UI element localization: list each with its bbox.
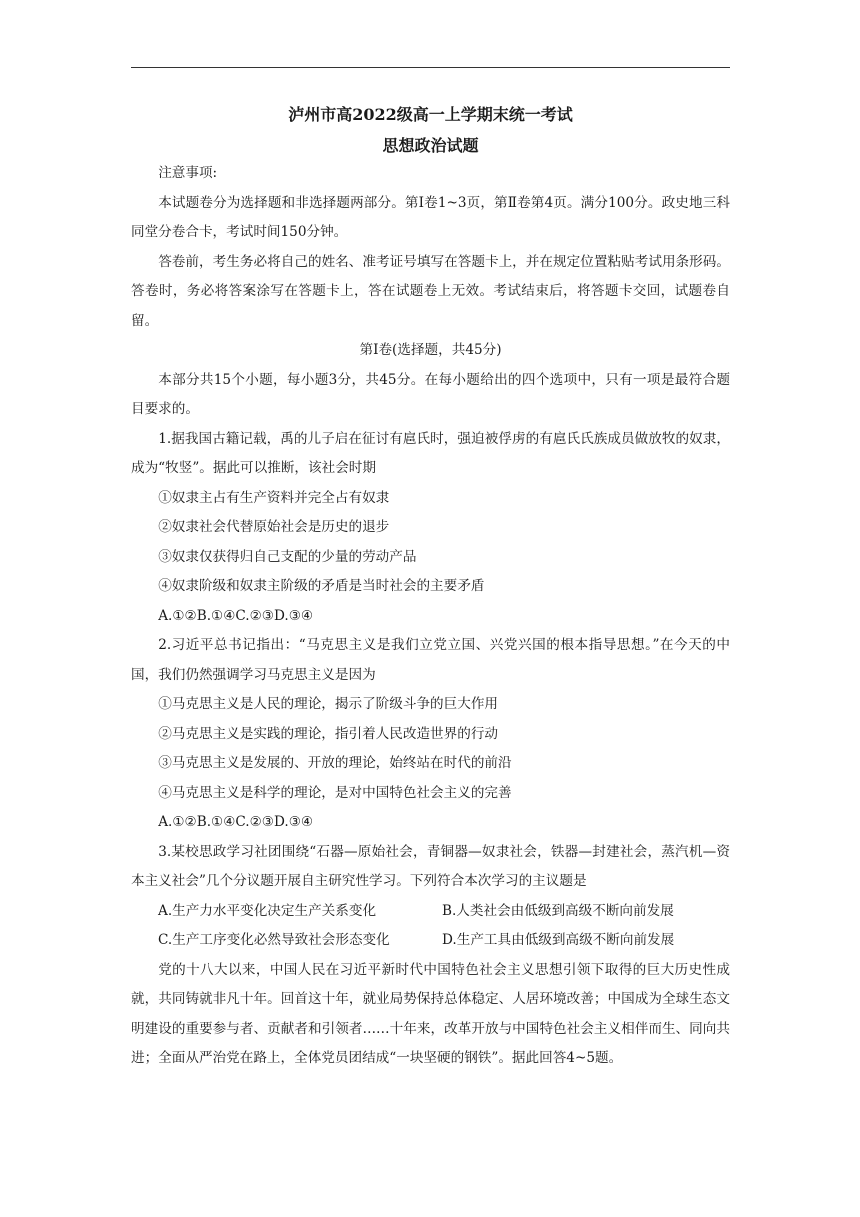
q1-stem: 1.据我国古籍记载，禹的儿子启在征讨有扈氏时，强迫被俘虏的有扈氏氏族成员做放牧的奴隶，成为“牧竖”。据此可以推断，该社会时期	[131, 430, 730, 476]
q1-item-3: ③奴隶仅获得归自己支配的少量的劳动产品	[158, 548, 417, 565]
q1-item-2: ②奴隶社会代替原始社会是历史的退步	[158, 519, 390, 535]
header-rule	[131, 67, 730, 68]
notice-heading: 注意事项:	[158, 165, 218, 181]
q3-option-a: A.生产力水平变化决定生产关系变化	[158, 902, 377, 919]
q2-item-4: ④马克思主义是科学的理论，是对中国特色社会主义的完善	[158, 784, 512, 801]
q1-options: A.①②B.①④C.②③D.③④	[158, 607, 314, 624]
q2-options: A.①②B.①④C.②③D.③④	[158, 814, 314, 830]
q3-stem: 3.某校思政学习社团围绕“石器—原始社会，青铜器—奴隶社会，铁器—封建社会，蒸汽机—资本主义社会”几个分议题开展自主研究性学习。下列符合本次学习的主议题是	[131, 843, 730, 889]
q2-item-2: ②马克思主义是实践的理论，指引着人民改造世界的行动	[158, 725, 499, 742]
notice-paragraph-2: 答卷前，考生务必将自己的姓名、准考证号填写在答题卡上，并在规定位置粘贴考试用条形码。答卷时，务必将答案涂写在答题卡上，答在试题卷上无效。考试结束后，将答题卡交回，试题卷自留。	[131, 253, 730, 329]
section-intro: 本部分共15个小题，每小题3分，共45分。在每小题给出的四个选项中，只有一项是最符合题目要求的。	[131, 371, 730, 417]
notice-paragraph-1: 本试题卷分为选择题和非选择题两部分。第Ⅰ卷1~3页，第Ⅱ卷第4页。满分100分。政史地三科同堂分卷合卡，考试时间150分钟。	[131, 194, 730, 240]
q3-options-row-2	[131, 926, 730, 956]
exam-title: 泸州市高2022级高一上学期末统一考试	[288, 105, 573, 124]
section-title: 第Ⅰ卷(选择题，共45分)	[359, 342, 502, 358]
q3-options-row-1	[131, 897, 730, 927]
exam-subtitle: 思想政治试题	[382, 136, 479, 155]
q3-option-b: B.人类社会由低级到高级不断向前发展	[442, 902, 674, 919]
q3-option-d: D.生产工具由低级到高级不断向前发展	[442, 932, 675, 948]
q3-option-c: C.生产工序变化必然导致社会形态变化	[158, 932, 390, 948]
q2-stem: 2.习近平总书记指出：“马克思主义是我们立党立国、兴党兴国的根本指导思想。”在今天的中国，我们仍然强调学习马克思主义是因为	[131, 637, 730, 683]
reading-passage: 党的十八大以来，中国人民在习近平新时代中国特色社会主义思想引领下取得的巨大历史性成就，共同铸就非凡十年。回首这十年，就业局势保持总体稳定、人居环境改善；中国成为全球生态文明建设的重要参与者、贡献者和引领者……十年来，改革开放与中国特色社会主义相伴而生、同向共进；全面从严治党在路上，全体党员团结成“一块坚硬的钢铁”。据此回答4~5题。	[131, 961, 730, 1066]
q2-item-1: ①马克思主义是人民的理论，揭示了阶级斗争的巨大作用	[158, 696, 499, 712]
q2-item-3: ③马克思主义是发展的、开放的理论，始终站在时代的前沿	[158, 755, 512, 771]
exam-page	[131, 100, 730, 1074]
q1-item-1: ①奴隶主占有生产资料并完全占有奴隶	[158, 489, 390, 506]
q1-item-4: ④奴隶阶级和奴隶主阶级的矛盾是当时社会的主要矛盾	[158, 578, 485, 594]
